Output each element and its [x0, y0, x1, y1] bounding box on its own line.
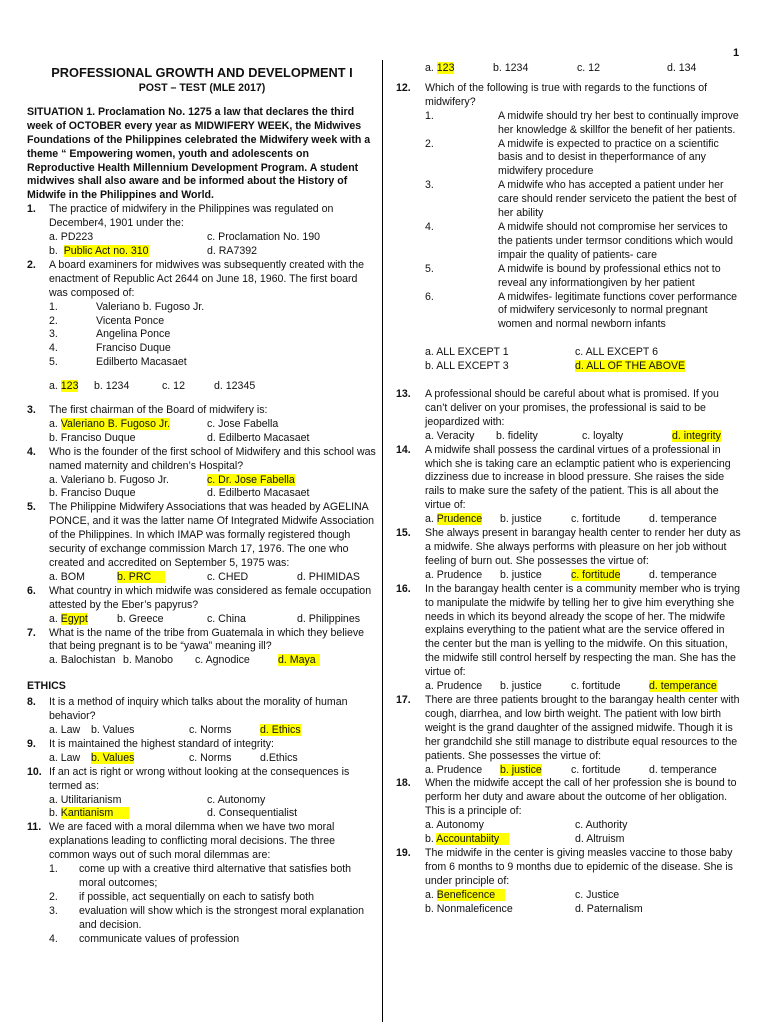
choice-a[interactable]: a. BOM — [49, 570, 85, 583]
choice-d[interactable]: d. Consequentialist — [207, 807, 298, 820]
question-1: 1. The practice of midwifery in the Philippines was regulated on December4, 1901 under the: — [27, 203, 334, 230]
choice-c[interactable]: c. Jose Fabella — [207, 417, 279, 430]
choice-d[interactable]: d. temperance — [649, 568, 717, 581]
choice-c[interactable]: c. Proclamation No. 190 — [207, 231, 321, 244]
list-item: 1. A midwife should try her best to continually improve her knowledge & skillfor the benefit of her patients. — [425, 109, 739, 136]
choice-b[interactable] — [117, 571, 207, 585]
choice-c[interactable]: c. fortitude — [571, 680, 621, 693]
answer-highlight: b. Values — [91, 751, 135, 764]
choice-a[interactable]: a. Valeriano B. Fugoso Jr. — [49, 417, 171, 430]
answer-highlight: Kantianism — [61, 807, 129, 819]
choice-d[interactable]: d. temperance — [649, 763, 717, 776]
question-13-choices — [396, 430, 742, 444]
question-2-list — [27, 301, 377, 371]
list-item: 4. A midwife should not compromise her services to the patients under termsor conditions which would impair the quality of patients- care — [425, 220, 733, 261]
choice-d[interactable] — [672, 430, 742, 444]
question-10: 10. If an act is right or wrong without looking at the consequences is termed as: — [27, 765, 350, 792]
question-11-choices — [396, 62, 742, 76]
question-4-choices — [27, 474, 377, 502]
choice-a[interactable]: a. Balochistan — [49, 654, 116, 667]
answer-highlight: Accountabiity — [436, 833, 509, 845]
question-17-choices — [396, 764, 742, 778]
choice-b[interactable]: b. 1234 — [94, 380, 130, 393]
choice-d[interactable]: d. 134 — [667, 62, 697, 74]
choice-c[interactable]: c. Justice — [575, 888, 620, 901]
choice-a[interactable]: a. 123 — [49, 380, 79, 393]
choice-b[interactable]: b. justice — [500, 568, 542, 581]
choice-a[interactable]: a. Egypt — [49, 612, 88, 625]
choice-c[interactable]: c. fortitude — [571, 513, 621, 526]
question-2: 2. A board examiners for midwives was subsequently created with the enactment of Republic Act 2644 on June 18, 1960. The first board was composed of: — [27, 258, 365, 299]
choice-a[interactable]: a. Prudence — [425, 568, 483, 581]
question-19: 19. The midwife in the center is giving measles vaccine to those baby from 6 months to 9 months due to epidemic of the disease. She is under principle of: — [396, 846, 733, 887]
situation-paragraph: SITUATION 1. Proclamation No. 1275 a law that declares the third week of OCTOBER every year as MIDWIFERY WEEK, the Midwives Foundations of the Philippines celebrated the Midwifery week with a theme “ Empowering women, youth and adolescents on Reproductive Health Millennium Development Program. A student midwives shall also aware and be informed about the History of Midwife in the Philippines and World. — [27, 105, 371, 202]
choice-a[interactable]: a. PD223 — [49, 231, 94, 244]
list-item: 2. A midwife is expected to practice on a scientific basis and to desist in theperformance of any midwifery procedure — [425, 137, 719, 178]
choice-c[interactable] — [207, 474, 377, 488]
choice-d[interactable] — [575, 360, 742, 374]
list-item: 6. A midwifes- legitimate functions cover performance of midwifery servicesonly to normal pregnant women and normal newborn infants — [425, 290, 738, 331]
choice-b[interactable] — [500, 764, 571, 778]
choice-a[interactable]: a. Law — [49, 751, 81, 764]
choice-b[interactable]: b. justice — [500, 513, 542, 526]
question-6-choices — [27, 613, 377, 627]
answer-highlight: d. Maya — [278, 654, 320, 666]
choice-a[interactable]: a. Prudence — [425, 680, 483, 693]
section-heading-ethics: ETHICS — [27, 680, 66, 693]
question-17: 17. There are three patients brought to the barangay health center with cough, diarrhea, and low birth weight. The patient with low birth weight is the grand daughter of the assigned midwife. Though it is her grandchild she still manage to distribute equal resources to the patients. She possesses the virtue of: — [396, 693, 740, 762]
question-11: 11. We are faced with a moral dilemma when we have two moral explanations leading to conflicting moral decisions. The three common ways out of such moral dilemmas are: — [27, 821, 336, 862]
choice-a[interactable]: a. Veracity — [425, 429, 475, 442]
choice-a[interactable]: a. Beneficence — [425, 889, 575, 903]
answer-highlight: c. fortitude — [571, 568, 621, 581]
page-number: 1 — [733, 47, 740, 59]
answer-highlight: Public Act no. 310 — [63, 244, 149, 257]
choice-d[interactable]: d. Edilberto Macasaet — [207, 487, 310, 500]
question-5-choices — [27, 571, 377, 585]
question-15: 15. She always present in barangay health center to render her duty as a midwife. She always performs with pleasure on her job without feeling of burn out. She possesses the virtue of: — [396, 527, 741, 567]
question-11-list — [27, 863, 377, 946]
choice-c[interactable]: c. 12 — [577, 62, 600, 74]
choice-c[interactable] — [571, 569, 649, 583]
question-13: 13. A professional should be careful about what is promised. If you can’t deliver on your promises, the professional is said to be jeopardized with: — [396, 388, 719, 428]
choice-c[interactable]: c. ALL EXCEPT 6 — [575, 346, 659, 359]
choice-b[interactable]: b. justice — [500, 680, 542, 693]
question-18: 18. When the midwife accept the call of her profession she is bound to perform her duty and aware about the outcome of her obligation. This is a principle of: — [396, 777, 737, 818]
choice-d[interactable] — [278, 654, 377, 668]
question-12-choices — [396, 346, 742, 374]
document-title: PROFESSIONAL GROWTH AND DEVELOPMENT I — [51, 65, 353, 80]
choice-b[interactable]: b. Greece — [117, 612, 164, 625]
question-3-choices — [27, 418, 377, 446]
choice-b[interactable]: b. Values — [91, 723, 135, 736]
choice-b[interactable] — [91, 752, 189, 766]
list-item: 2. if possible, act sequentially on each to satisfy both — [49, 890, 314, 903]
choice-b[interactable]: b. Kantianism — [49, 807, 207, 821]
choice-c[interactable]: c. Autonomy — [207, 793, 266, 806]
choice-d[interactable] — [260, 724, 377, 738]
choice-a[interactable]: a. Valeriano b. Fugoso Jr. — [49, 473, 169, 486]
choice-d[interactable]: d. PHIMIDAS — [297, 570, 360, 583]
answer-highlight: c. Dr. Jose Fabella — [207, 473, 295, 486]
document-subtitle: POST – TEST (MLE 2017) — [138, 82, 266, 94]
choice-b[interactable]: b. Franciso Duque — [49, 431, 136, 444]
choice-b[interactable]: b. Public Act no. 310 — [49, 244, 149, 257]
question-12-list — [396, 110, 742, 333]
choice-b[interactable]: b. 1234 — [493, 62, 529, 74]
question-8-choices — [27, 724, 377, 738]
answer-highlight: Egypt — [60, 612, 88, 625]
list-item: 1. Valeriano b. Fugoso Jr. — [49, 300, 205, 313]
question-4: 4. Who is the founder of the first school of Midwifery and this school was named maternity and children’s Hospital? — [27, 445, 376, 472]
question-6: 6. What country in which midwife was considered as female occupation attested by the Eber’s papyrus? — [27, 584, 372, 611]
choice-b[interactable]: b. Manobo — [123, 654, 174, 667]
question-9-choices — [27, 752, 377, 766]
question-9: 9. It is maintained the highest standard of integrity: — [27, 737, 274, 750]
question-14: 14. A midwife shall possess the cardinal virtues of a professional in which she is taking care an eclamptic patient who is experiencing dizziness due to increase in blood pressure. She raises the side rails to make sure the safety of the patient. This is all about the virtue of: — [396, 443, 731, 512]
answer-highlight: b. justice — [500, 763, 542, 776]
choice-c[interactable]: c. Authority — [575, 819, 628, 832]
question-8: 8. It is a method of inquiry which talks about the morality of human behavior? — [27, 696, 348, 723]
choice-c[interactable]: c. China — [207, 612, 246, 625]
column-divider — [382, 60, 383, 1022]
choice-d[interactable]: d. 12345 — [214, 380, 256, 393]
choice-c[interactable]: c. Norms — [189, 751, 232, 764]
choice-b[interactable]: b. fidelity — [496, 429, 538, 442]
answer-highlight: Prudence — [436, 513, 483, 526]
choice-d[interactable]: d. Paternalism — [575, 902, 643, 915]
choice-d[interactable]: d. Edilberto Macasaet — [207, 431, 310, 444]
answer-highlight: 123 — [436, 62, 455, 74]
question-3: 3. The first chairman of the Board of midwifery is: — [27, 404, 268, 417]
question-16: 16. In the barangay health center is a community member who is trying to manipulate the midwife by telling her to give him everything she needs in which its beyond already the scope of her. The midwife explains everything to the patient what are the service offered in the center but the man is yelling to the midwife. On this situation, the midwife still control herself by respecting the man. She has the virtue of: — [396, 582, 741, 679]
choice-a[interactable]: a. Prudence — [425, 513, 483, 526]
choice-b[interactable]: b. ALL EXCEPT 3 — [425, 360, 509, 373]
question-7-choices — [27, 654, 377, 668]
answer-highlight: d. integrity — [672, 429, 721, 442]
choice-c[interactable]: c. Norms — [189, 723, 232, 736]
choice-d[interactable] — [649, 680, 742, 694]
question-5: 5. The Philippine Midwifery Associations that was headed by AGELINA PONCE, and it was the latter name Of Integrated Midwife Association of the Philippines. In which IMAP was formally registered though security of exchange commission March 17, 1976. The one who created and accredited on September 5, 1975 was: — [27, 501, 375, 569]
choice-c[interactable]: c. CHED — [207, 570, 249, 583]
choice-c[interactable]: c. fortitude — [571, 763, 621, 776]
choice-d[interactable]: d. temperance — [649, 513, 717, 526]
list-item: 5. Edilberto Macasaet — [49, 356, 187, 369]
choice-a[interactable]: a. ALL EXCEPT 1 — [425, 346, 509, 359]
choice-c[interactable]: c. 12 — [162, 380, 185, 393]
choice-b[interactable]: b. Nonmaleficence — [425, 902, 513, 915]
choice-b[interactable]: b. Franciso Duque — [49, 487, 136, 500]
list-item: 4. Franciso Duque — [49, 342, 171, 355]
answer-highlight: b. PRC — [117, 571, 165, 583]
list-item: 3. evaluation will show which is the strongest moral explanation and decision. — [49, 904, 365, 931]
choice-a[interactable]: a. Autonomy — [425, 819, 484, 832]
list-item: 1. come up with a creative third alternative that satisfies both moral outcomes; — [49, 863, 352, 889]
choice-a[interactable]: a. 123 — [425, 62, 455, 74]
answer-highlight: d. ALL OF THE ABOVE — [575, 360, 686, 373]
answer-highlight: Valeriano B. Fugoso Jr. — [60, 417, 171, 430]
question-1-choices — [27, 231, 377, 259]
list-item: 3. A midwife who has accepted a patient under her care should render serviceto the patient the best of her ability — [425, 179, 737, 220]
left-column — [27, 0, 377, 946]
answer-highlight: d. Ethics — [260, 723, 301, 736]
question-2-choices — [27, 380, 377, 394]
choice-c[interactable]: c. loyalty — [582, 429, 624, 442]
right-column — [396, 62, 742, 916]
answer-highlight: 123 — [60, 380, 79, 393]
choice-d[interactable]: d. Altruism — [575, 833, 625, 846]
choice-a[interactable]: a. Utilitarianism — [49, 793, 122, 806]
choice-d[interactable]: d. RA7392 — [207, 244, 258, 257]
question-14-choices — [396, 513, 742, 527]
question-15-choices — [396, 569, 742, 583]
question-18-choices — [396, 819, 742, 847]
answer-highlight: d. temperance — [649, 680, 717, 693]
question-19-choices — [396, 889, 742, 917]
question-7: 7. What is the name of the tribe from Guatemala in which they believe that being pregnant is to be “yawa” meaning ill? — [27, 626, 365, 653]
list-item: 4. communicate values of profession — [49, 932, 240, 945]
choice-d[interactable]: d.Ethics — [260, 751, 298, 764]
list-item: 5. A midwife is bound by professional ethics not to reveal any informationgiven by her patient — [425, 262, 721, 289]
choice-b[interactable]: b. Accountabiity — [425, 833, 575, 847]
list-item: 3. Angelina Ponce — [49, 328, 171, 341]
choice-d[interactable]: d. Philippines — [297, 612, 361, 625]
question-16-choices — [396, 680, 742, 694]
question-12: 12. Which of the following is true with regards to the functions of midwifery? — [396, 81, 708, 108]
choice-a[interactable]: a. Prudence — [425, 763, 483, 776]
list-item: 2. Vicenta Ponce — [49, 314, 165, 327]
choice-a[interactable]: a. Law — [49, 723, 81, 736]
answer-highlight: Beneficence — [437, 889, 505, 901]
question-10-choices — [27, 794, 377, 822]
choice-c[interactable]: c. Agnodice — [195, 654, 250, 667]
